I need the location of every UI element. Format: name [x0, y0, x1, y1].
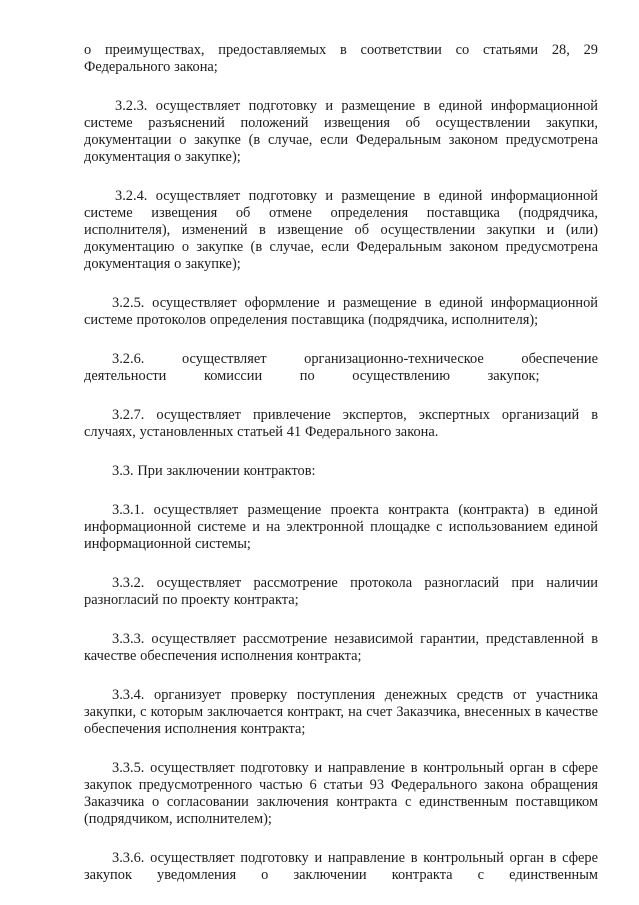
paragraph-3-2-7: 3.2.7. осуществляет привлечение экспертов, экспертных организаций в случаях, установленных статьей 41 Федерального закона. [84, 407, 598, 440]
paragraph-3-2-4: 3.2.4. осуществляет подготовку и размещение в единой информационной системе извещения об отмене определения поставщика (подрядчика, исполнителя), изменений в извещение об осуществлении закупки и (или) документацию о закупке (в случае, если Федеральным законом предусмотрена документация о закупке); [84, 188, 598, 272]
paragraph-3-3-5: 3.3.5. осуществляет подготовку и направление в контрольный орган в сфере закупок предусмотренного частью 6 статьи 93 Федерального закона обращения Заказчика о согласовании заключения контракта с единственным поставщиком (подрядчиком, исполнителем); [84, 760, 598, 827]
paragraph-3-2-6: 3.2.6. осуществляет организационно-техническое обеспечение деятельности комиссии по осуществлению закупок; [84, 351, 598, 384]
document-body [84, 42, 598, 884]
paragraph-3-3-3: 3.3.3. осуществляет рассмотрение независимой гарантии, представленной в качестве обеспечения исполнения контракта; [84, 631, 598, 664]
paragraph-continuation: о преимуществах, предоставляемых в соответствии со статьями 28, 29 Федерального закона; [84, 42, 598, 75]
paragraph-3-3-2: 3.3.2. осуществляет рассмотрение протокола разногласий при наличии разногласий по проекту контракта; [84, 575, 598, 608]
paragraph-3-3-6: 3.3.6. осуществляет подготовку и направление в контрольный орган в сфере закупок уведомления о заключении контракта с единственным [84, 850, 598, 883]
paragraph-3-3-4: 3.3.4. организует проверку поступления денежных средств от участника закупки, с которым заключается контракт, на счет Заказчика, внесенных в качестве обеспечения исполнения контракта; [84, 687, 598, 737]
section-heading-3-3: 3.3. При заключении контрактов: [112, 463, 316, 479]
paragraph-3-3-1: 3.3.1. осуществляет размещение проекта контракта (контракта) в единой информационной системе и на электронной площадке с использованием единой информационной системы; [84, 502, 598, 552]
paragraph-3-2-5: 3.2.5. осуществляет оформление и размещение в единой информационной системе протоколов определения поставщика (подрядчика, исполнителя); [84, 295, 598, 328]
paragraph-3-2-3: 3.2.3. осуществляет подготовку и размещение в единой информационной системе разъяснений положений извещения об осуществлении закупки, документации о закупке (в случае, если Федеральным законом предусмотрена документация о закупке); [84, 98, 598, 165]
